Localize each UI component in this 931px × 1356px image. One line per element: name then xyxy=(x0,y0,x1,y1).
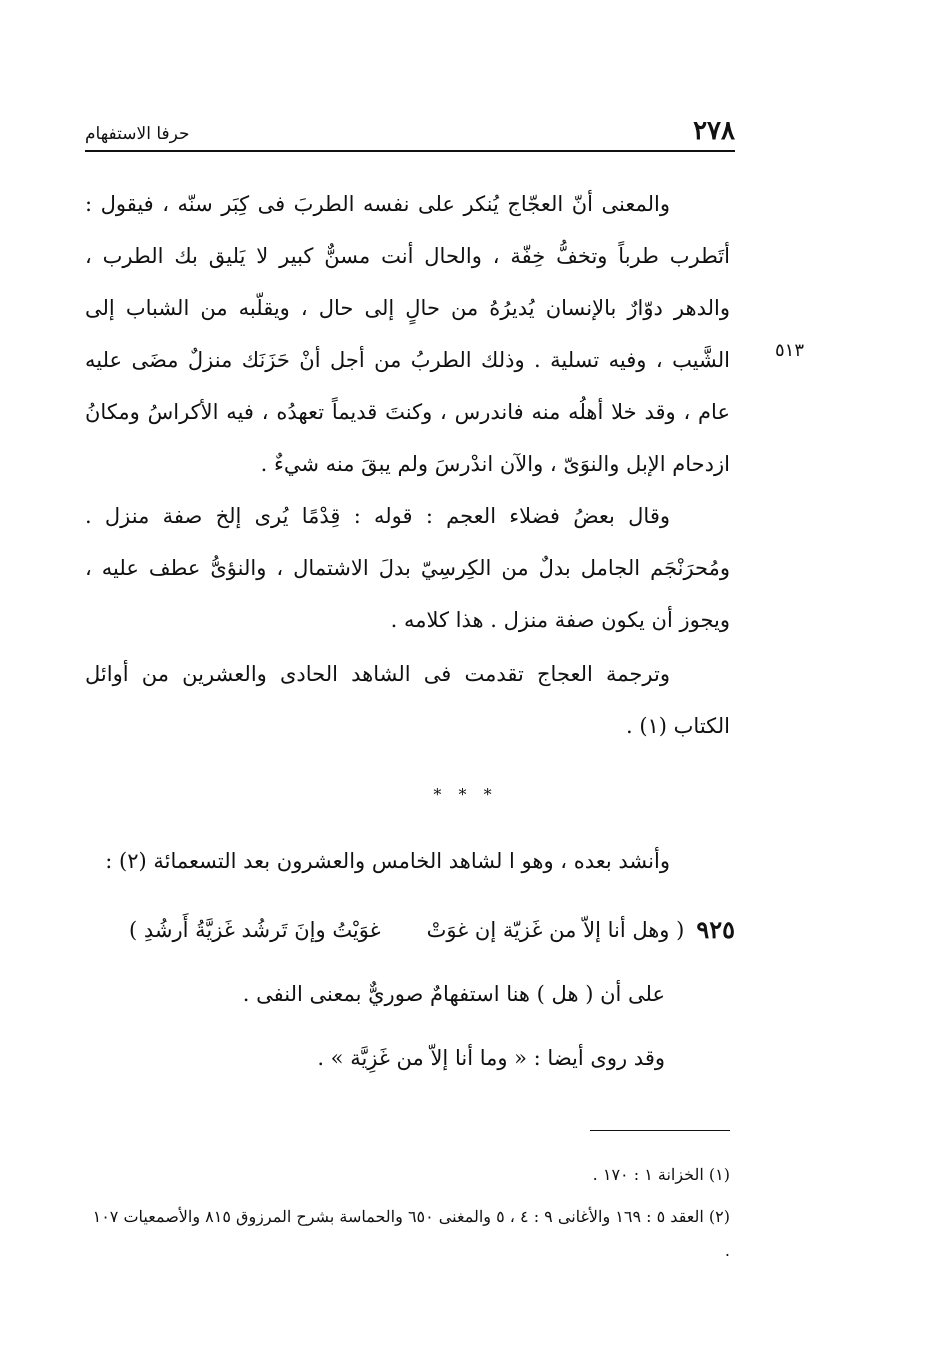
running-header xyxy=(85,110,735,152)
note-line: على أن ( هل ) هنا استفهامٌ صوريٌّ بمعنى النفى . xyxy=(242,982,665,1006)
verse-line xyxy=(85,915,735,944)
paragraph-commentary: والمعنى أنّ العجّاج يُنكر على نفسه الطربَ فى كِبَر سنّه ، فيقول : أتَطرب طرباً وتخفُّ خِفّة ، والحال أنت مسنٌّ كبير لا يَليق بك الطرب ، والدهر دوّارٌ بالإنسان يُديرُهُ من حالٍ إلى حال ، ويقلّبه من الشباب إلى الشَّيب ، وفيه تسلية . وذلك الطربُ من أجل أنْ حَزَنَك منزلٌ مضَى عليه عام ، وقد خلا أهلُه منه فاندرس ، وكنتَ قديماً تعهدُه ، فيه الأكراسُ ومكانُ ازدحام الإبل والنوَىّ ، والآن اندْرسَ ولم يبقَ منه شيءٌ . xyxy=(85,192,730,476)
margin-reference-number: ٥١٣ xyxy=(775,340,805,361)
verse-second-hemistich: غوَيْتُ وإنَ تَرشُد غَزيَّةُ أَرشُدِ ) xyxy=(129,917,381,942)
verse-intro: وأنشد بعده ، وهو ا لشاهد الخامس والعشرون بعد التسعمائة (٢) : xyxy=(105,849,670,873)
footnote: (١) الخزانة ١ : ١٧٠ . xyxy=(592,1165,730,1184)
paragraph-biography-ref: وترجمة العجاج تقدمت فى الشاهد الحادى والعشرين من أوائل الكتاب (١) . xyxy=(85,662,730,738)
section-separator: * * * xyxy=(433,785,498,804)
page-number: ٢٧٨ xyxy=(693,116,735,146)
paragraph-scholar-note: وقال بعضُ فضلاء العجم : قوله : قِدْمًا يُرى إلخ صفة منزل . ومُحرَنْجَم الجامل بدلٌ من الكِرسِيّ بدلَ الاشتمال ، والنؤىُّ عطف عليه ، ويجوز أن يكون صفة منزل . هذا كلامه . xyxy=(85,504,731,632)
running-title: حرفا الاستفهام xyxy=(85,124,190,144)
footnote-divider xyxy=(590,1130,730,1131)
verse-first-hemistich: ( وهل أنا إلاّ من غَزيّة إن غوَتْ xyxy=(426,917,685,942)
footnote: (٢) العقد ٥ : ١٦٩ والأغانى ٩ : ٤ ، ٥ والمغنى ٦٥٠ والحماسة بشرح المرزوق ٨١٥ والأصمعيات ١٠٧ . xyxy=(92,1207,730,1260)
verse-number: ٩٢٥ xyxy=(696,915,735,944)
note-line: وقد روى أيضا : « وما أنا إلاّ من غَزِيَّة » . xyxy=(317,1046,665,1070)
